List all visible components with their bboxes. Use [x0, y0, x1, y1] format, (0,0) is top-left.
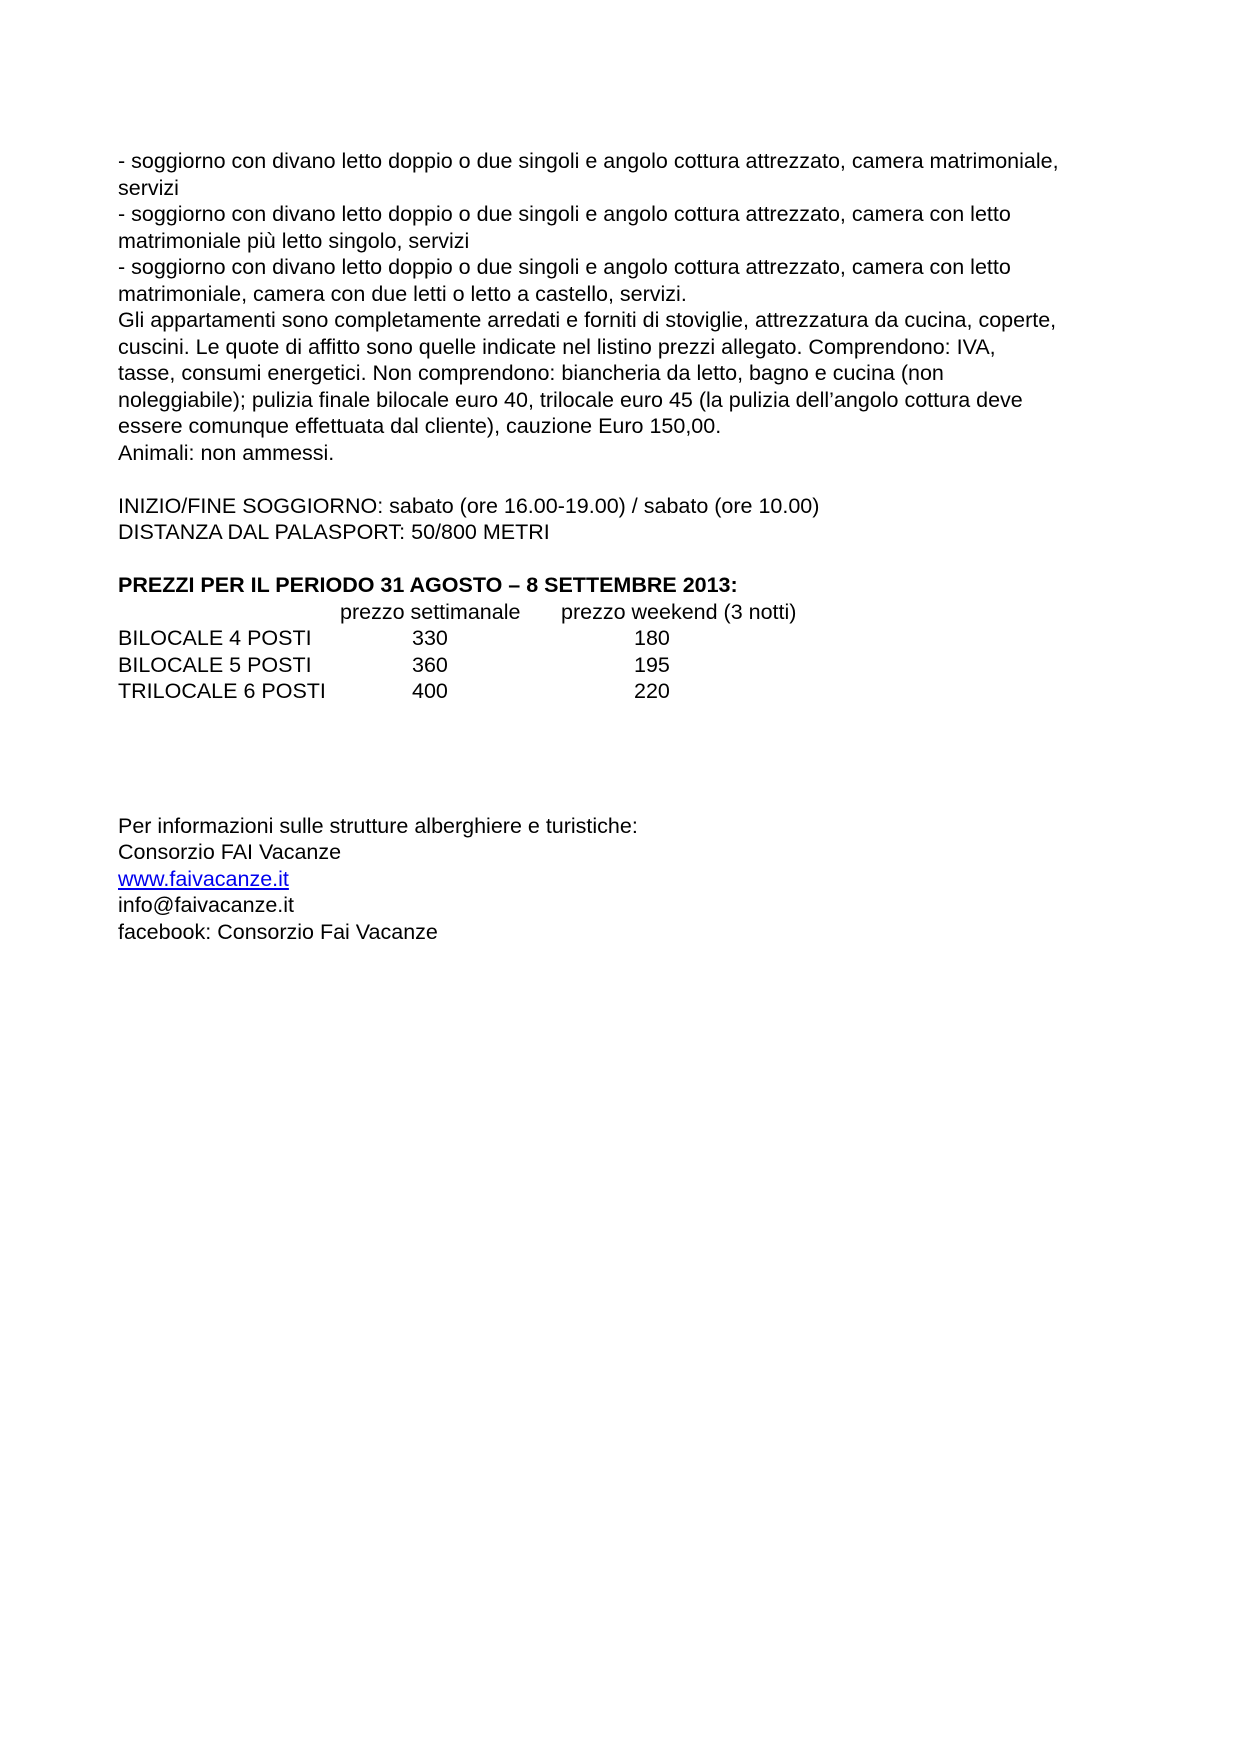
spacer	[118, 466, 1128, 493]
price-row-name: TRILOCALE 6 POSTI	[118, 679, 326, 703]
website-link[interactable]: www.faivacanze.it	[118, 866, 289, 891]
price-row-name: BILOCALE 4 POSTI	[118, 626, 312, 650]
contacts-block	[118, 813, 1128, 946]
description-line: essere comunque effettuata dal cliente), cauzione Euro 150,00.	[118, 414, 722, 438]
prices-heading: PREZZI PER IL PERIODO 31 AGOSTO – 8 SETTEMBRE 2013:	[118, 573, 738, 597]
description-line: - soggiorno con divano letto doppio o due singoli e angolo cottura attrezzato, camera matrimoniale,	[118, 149, 1059, 173]
apartment-description	[118, 148, 1128, 466]
description-line: matrimoniale, camera con due letti o letto a castello, servizi.	[118, 281, 687, 306]
contacts-intro: Per informazioni sulle strutture alberghiere e turistiche:	[118, 813, 638, 838]
description-line: Gli appartamenti sono completamente arredati e forniti di stoviglie, attrezzatura da cucina, coperte,	[118, 308, 1057, 332]
spacer	[118, 705, 1128, 813]
organization-name: Consorzio FAI Vacanze	[118, 840, 342, 864]
price-row-weekly: 400	[412, 679, 448, 703]
price-row-weekly: 330	[412, 626, 448, 650]
price-row-weekend: 195	[634, 652, 670, 677]
price-row-weekly: 360	[412, 652, 448, 677]
stay-info: INIZIO/FINE SOGGIORNO: sabato (ore 16.00-19.00) / sabato (ore 10.00)	[118, 493, 820, 518]
description-line: - soggiorno con divano letto doppio o due singoli e angolo cottura attrezzato, camera con letto	[118, 202, 1011, 226]
spacer	[118, 546, 1128, 573]
price-row-weekend: 180	[634, 626, 670, 650]
description-line: cuscini. Le quote di affitto sono quelle indicate nel listino prezzi allegato. Comprendono: IVA,	[118, 334, 996, 359]
distance-info: DISTANZA DAL PALASPORT: 50/800 METRI	[118, 520, 550, 544]
description-line: - soggiorno con divano letto doppio o due singoli e angolo cottura attrezzato, camera con letto	[118, 255, 1011, 279]
description-line: noleggiabile); pulizia finale bilocale euro 40, trilocale euro 45 (la pulizia dell’angolo cottura deve	[118, 387, 1023, 412]
document-page	[118, 148, 1128, 945]
price-row-weekend: 220	[634, 679, 670, 703]
description-line: matrimoniale più letto singolo, servizi	[118, 228, 470, 253]
column-header-weekend: prezzo weekend (3 notti)	[561, 599, 797, 624]
description-line: servizi	[118, 175, 179, 200]
price-table	[118, 599, 1128, 705]
email-address: info@faivacanze.it	[118, 893, 294, 917]
description-line: tasse, consumi energetici. Non comprendono: biancheria da letto, bagno e cucina (non	[118, 361, 944, 385]
price-row-name: BILOCALE 5 POSTI	[118, 652, 312, 677]
facebook-info: facebook: Consorzio Fai Vacanze	[118, 919, 438, 944]
animals-policy: Animali: non ammessi.	[118, 440, 335, 465]
column-header-weekly: prezzo settimanale	[340, 599, 521, 624]
